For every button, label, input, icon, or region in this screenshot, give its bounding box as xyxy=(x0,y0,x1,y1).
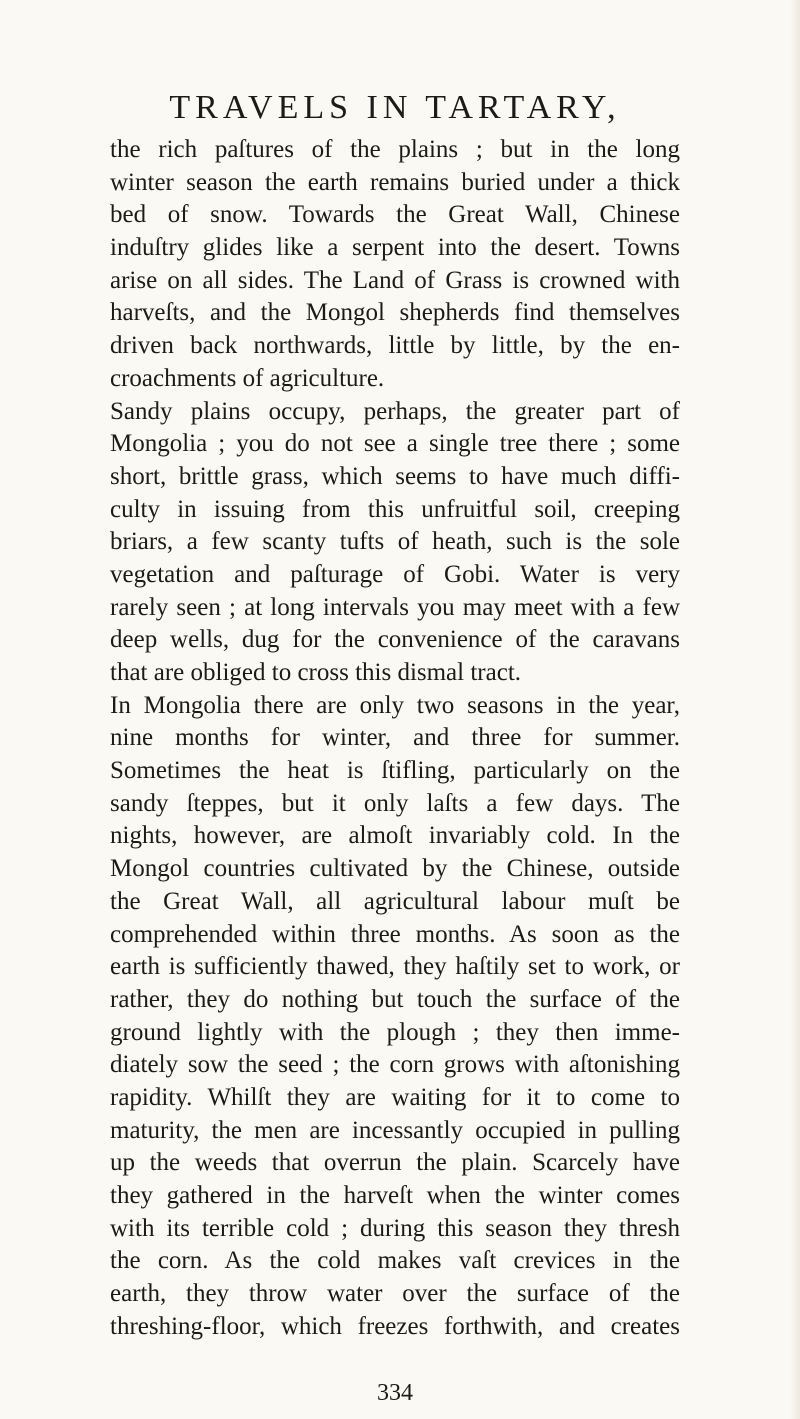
text-line: ground lightly with the plough ; they then imme- xyxy=(110,1018,680,1046)
text-line: nine months for winter, and three for summer. xyxy=(110,724,680,752)
text-line: bed of snow. Towards the Great Wall, Chinese xyxy=(110,201,680,229)
text-line: maturity, the men are incessantly occupied in pulling xyxy=(110,1116,680,1144)
text-line: induſtry glides like a serpent into the desert. Towns xyxy=(110,234,680,262)
paragraph-3 xyxy=(110,690,680,1344)
text-line: rarely seen ; at long intervals you may meet with a few xyxy=(110,593,680,621)
body-text xyxy=(110,134,680,1343)
text-line: Mongol countries cultivated by the Chinese, outside xyxy=(110,855,680,883)
text-line: threshing-floor, which freezes forthwith, and creates xyxy=(110,1312,680,1340)
text-line: they gathered in the harveſt when the winter comes xyxy=(110,1182,680,1209)
text-line: short, brittle grass, which seems to have much diffi- xyxy=(110,462,680,490)
text-line: briars, a few scanty tufts of heath, such is the sole xyxy=(110,528,680,556)
page-number: 334 xyxy=(377,1380,413,1406)
text-line: with its terrible cold ; during this season they thresh xyxy=(110,1214,680,1242)
running-head: TRAVELS IN TARTARY, xyxy=(169,89,621,126)
paragraph-1 xyxy=(110,134,680,396)
text-line: culty in issuing from this unfruitful soil, creeping xyxy=(110,495,680,523)
text-line: comprehended within three months. As soon as the xyxy=(110,920,680,948)
text-line: earth is sufficiently thawed, they haſtily set to work, or xyxy=(110,953,680,981)
text-line: earth, they throw water over the surface of the xyxy=(110,1280,680,1308)
text-line: rather, they do nothing but touch the surface of the xyxy=(110,985,680,1013)
text-line: rapidity. Whilſt they are waiting for it to come to xyxy=(110,1083,680,1111)
text-line: vegetation and paſturage of Gobi. Water is very xyxy=(110,560,680,588)
text-line: sandy ſteppes, but it only laſts a few days. The xyxy=(110,789,680,817)
text-line: that are obliged to cross this dismal tract. xyxy=(110,659,522,686)
text-line: arise on all sides. The Land of Grass is crowned with xyxy=(110,266,680,294)
text-line: Sandy plains occupy, perhaps, the greater part of xyxy=(110,397,680,425)
paragraph-2 xyxy=(110,396,680,690)
text-line: driven back northwards, little by little, by the en- xyxy=(110,332,680,360)
text-line: deep wells, dug for the convenience of the caravans xyxy=(110,626,680,654)
page-edge-shadow xyxy=(790,0,800,1419)
text-line: harveſts, and the Mongol shepherds find themselves xyxy=(110,299,680,327)
text-line: the Great Wall, all agricultural labour muſt be xyxy=(110,887,680,915)
text-line: Mongolia ; you do not see a single tree there ; some xyxy=(110,430,680,458)
text-line: In Mongolia there are only two seasons in the year, xyxy=(110,691,680,719)
text-line: the rich paſtures of the plains ; but in the long xyxy=(110,136,680,163)
text-line: winter season the earth remains buried under a thick xyxy=(110,168,680,196)
text-line: croachments of agriculture. xyxy=(110,364,385,392)
text-line: up the weeds that overrun the plain. Scarcely have xyxy=(110,1149,680,1177)
text-line: Sometimes the heat is ſtifling, particularly on the xyxy=(110,757,680,785)
text-line: the corn. As the cold makes vaſt crevices in the xyxy=(110,1247,680,1275)
text-line: diately sow the seed ; the corn grows with aſtonishing xyxy=(110,1051,680,1079)
text-line: nights, however, are almoſt invariably cold. In the xyxy=(110,822,680,850)
